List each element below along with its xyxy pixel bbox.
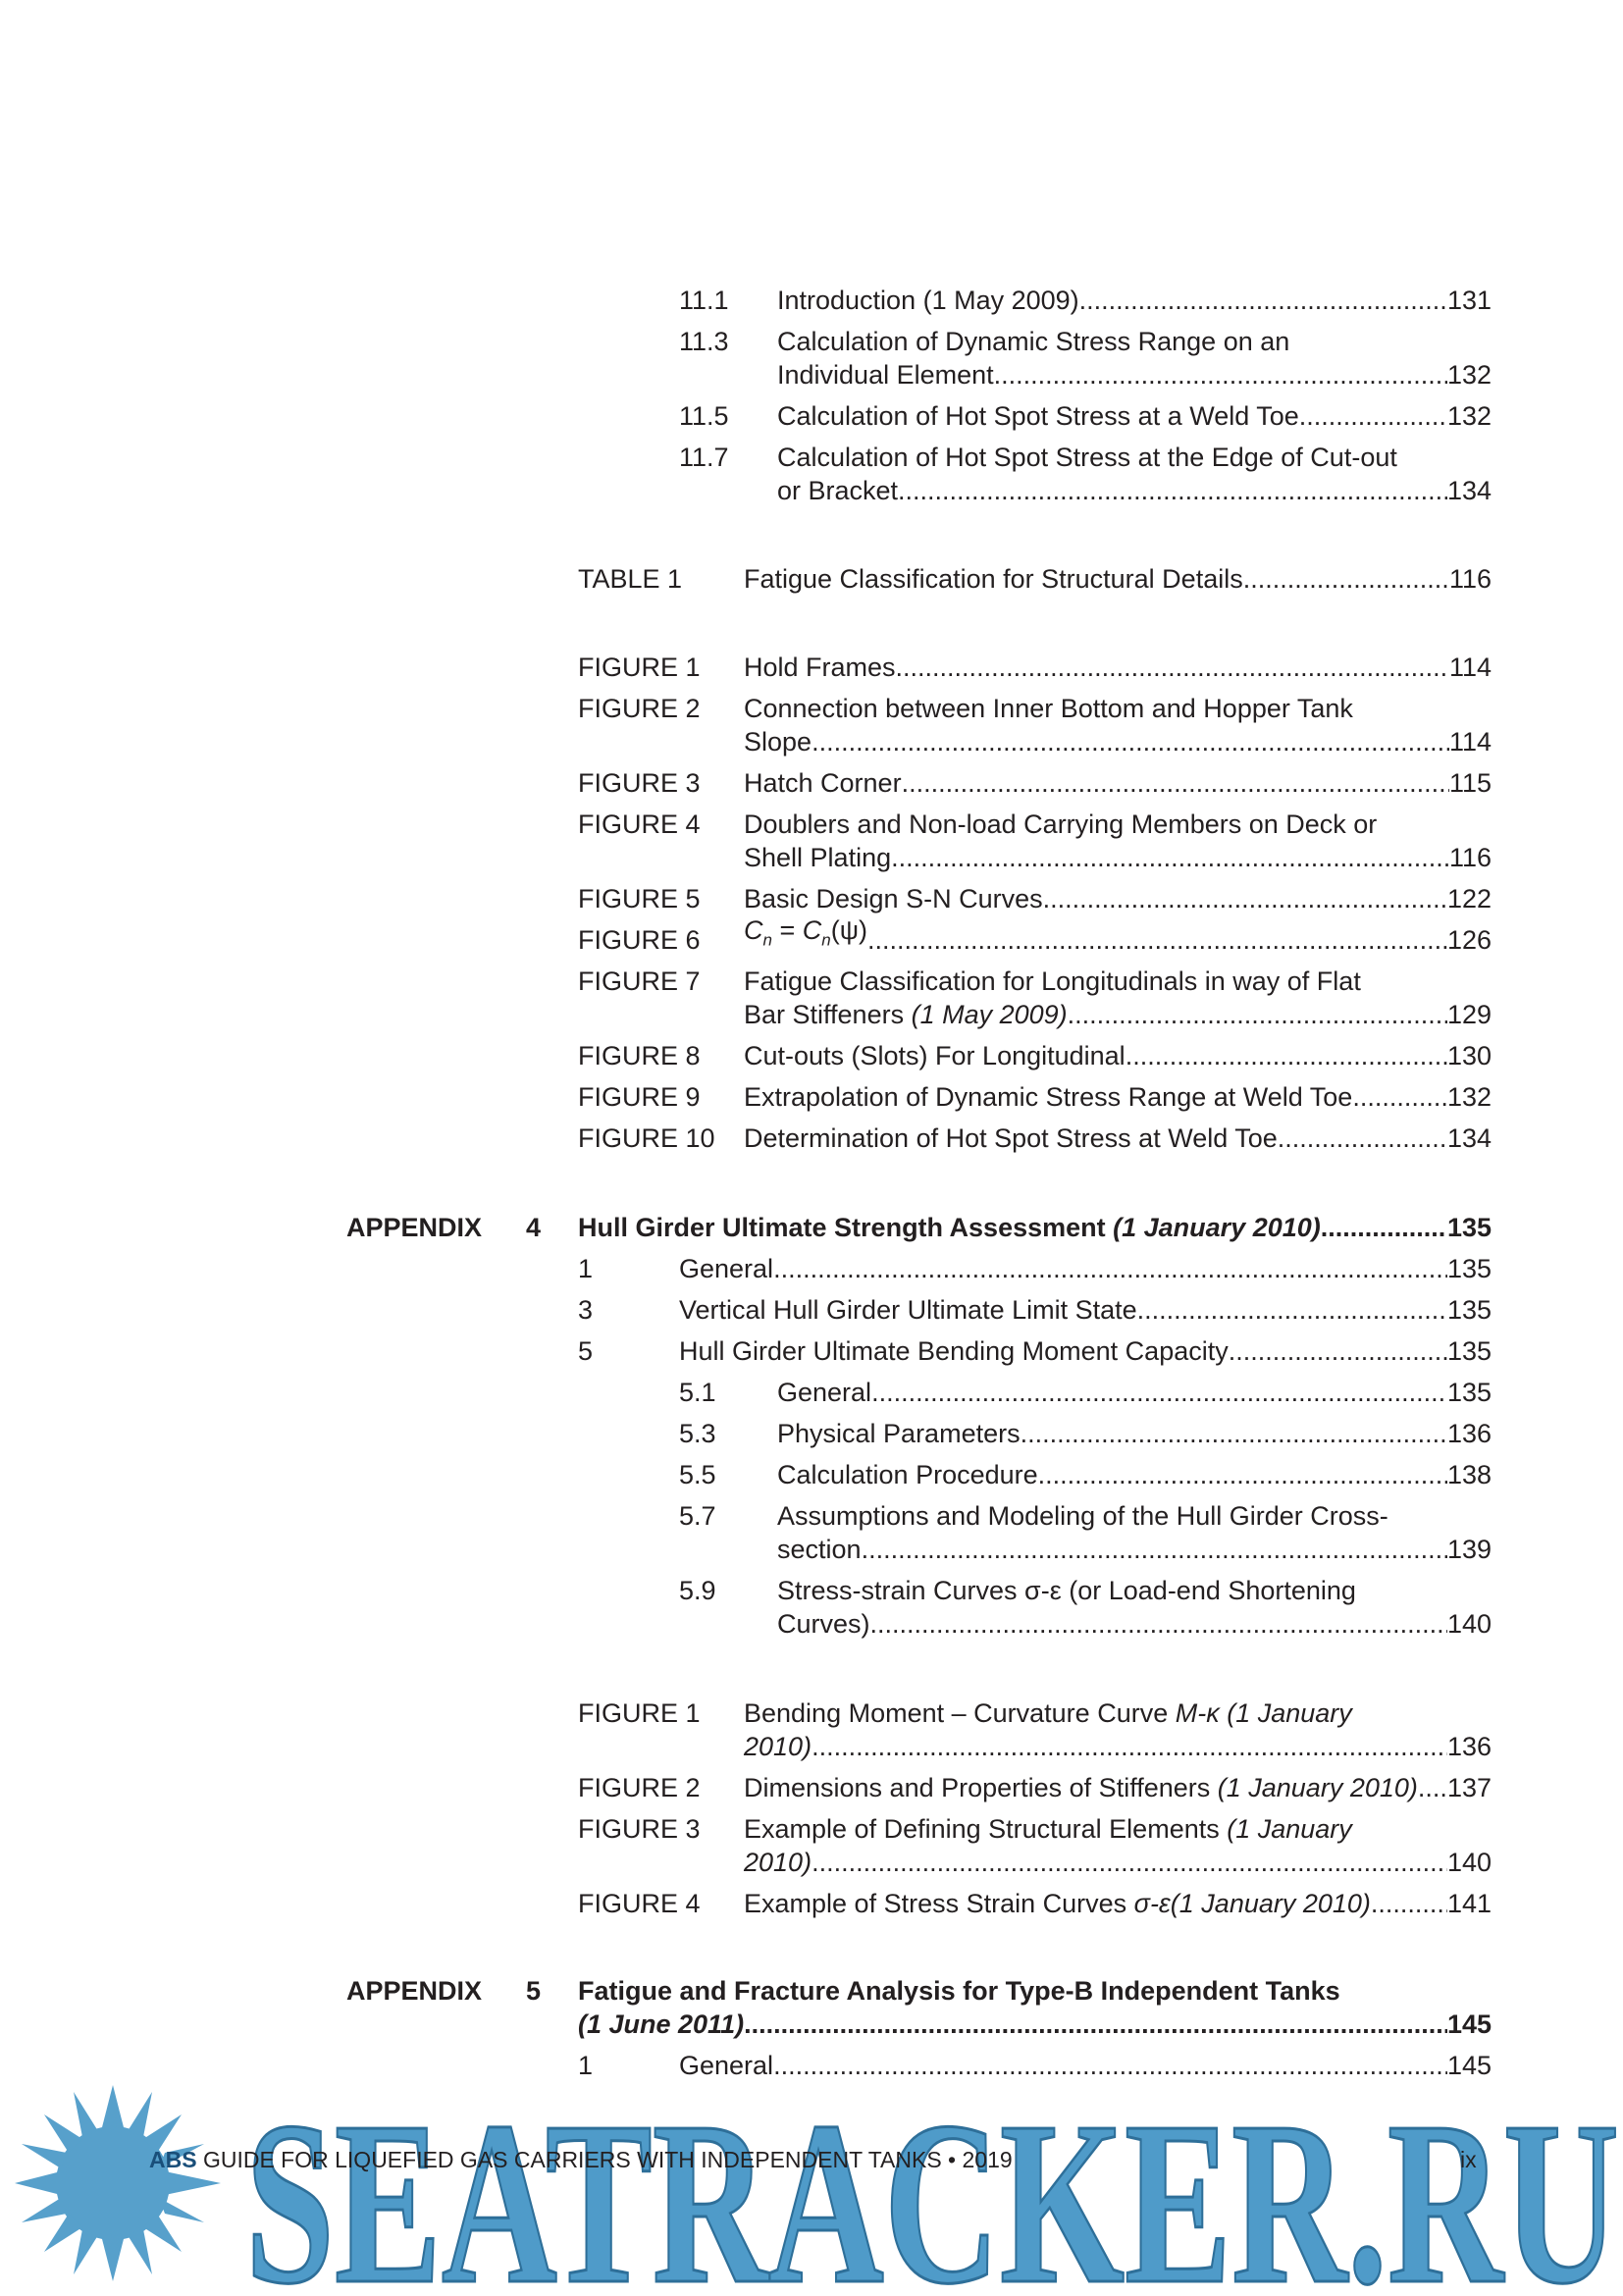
toc-entry-line1: Assumptions and Modeling of the Hull Girder Cross-: [777, 1501, 1388, 1531]
table-label: TABLE 1: [578, 564, 683, 594]
toc-entry-line1: Calculation of Dynamic Stress Range on an: [777, 327, 1290, 356]
toc-num: 1: [578, 1254, 594, 1283]
figure-label: FIGURE 1: [578, 652, 701, 682]
toc-entry-line1: Stress-strain Curves σ-ε (or Load-end Shortening: [777, 1576, 1356, 1605]
toc-entry-line1: Fatigue Classification for Longitudinals in way of Flat: [744, 966, 1361, 996]
appendix-number: 5: [526, 1976, 542, 2006]
toc-entry-line1: Bending Moment – Curvature Curve M-κ (1 January: [744, 1698, 1352, 1728]
figure-label: FIGURE 3: [578, 768, 701, 798]
toc-entry[interactable]: Individual Element ..... 132: [777, 358, 1492, 391]
figure-label: FIGURE 10: [578, 1123, 715, 1153]
toc-num: 3: [578, 1295, 594, 1325]
toc-entry[interactable]: Hold Frames ..... 114: [744, 651, 1492, 684]
page-number: ix: [1460, 2147, 1477, 2172]
toc-num: 11.1: [679, 286, 729, 315]
toc-entry[interactable]: General ..... 135: [679, 1252, 1492, 1285]
toc-num: 5.1: [679, 1378, 716, 1407]
figure-label: FIGURE 2: [578, 694, 701, 723]
appendix-number: 4: [526, 1213, 542, 1242]
appendix-title[interactable]: (1 June 2011) ..... 145: [578, 2008, 1492, 2041]
svg-text:SEATRACKER.RU: SEATRACKER.RU: [245, 2100, 1619, 2296]
figure-label: FIGURE 8: [578, 1041, 701, 1070]
toc-entry[interactable]: $C_n = C_n(\psi)$ ..... 126: [744, 923, 1492, 957]
toc-entry[interactable]: 2010) ..... 140: [744, 1846, 1492, 1879]
toc-entry[interactable]: Basic Design S-N Curves ..... 122: [744, 882, 1492, 915]
toc-entry[interactable]: Fatigue Classification for Structural Details ..... 116: [744, 562, 1492, 596]
appendix-title-line1: Fatigue and Fracture Analysis for Type-B Independent Tanks: [578, 1976, 1340, 2006]
toc-entry[interactable]: Physical Parameters ..... 136: [777, 1417, 1492, 1450]
toc-entry[interactable]: Calculation Procedure ..... 138: [777, 1458, 1492, 1491]
toc-entry[interactable]: section ..... 139: [777, 1533, 1492, 1566]
toc-entry-line1: Doublers and Non-load Carrying Members on Deck or: [744, 809, 1378, 839]
toc-entry[interactable]: Hull Girder Ultimate Bending Moment Capacity ..... 135: [679, 1334, 1492, 1368]
toc-num: 11.7: [679, 443, 729, 472]
toc-entry-line1: Calculation of Hot Spot Stress at the Edge of Cut-out: [777, 443, 1397, 472]
toc-num: 5.7: [679, 1501, 716, 1531]
toc-entry[interactable]: or Bracket ..... 134: [777, 474, 1492, 507]
figure-label: FIGURE 5: [578, 884, 701, 913]
toc-entry[interactable]: Dimensions and Properties of Stiffeners (1 January 2010) ..... 137: [744, 1771, 1492, 1804]
toc-entry[interactable]: Vertical Hull Girder Ultimate Limit State ..... 135: [679, 1293, 1492, 1327]
sun-watermark-icon: [0, 2070, 255, 2295]
figure-label: FIGURE 3: [578, 1814, 701, 1844]
toc-entry-line1: Connection between Inner Bottom and Hopper Tank: [744, 694, 1353, 723]
toc-entry[interactable]: Extrapolation of Dynamic Stress Range at Weld Toe ..... 132: [744, 1080, 1492, 1114]
appendix-label: APPENDIX: [346, 1213, 483, 1242]
toc-num: 11.3: [679, 327, 729, 356]
toc-entry[interactable]: Example of Stress Strain Curves σ-ε(1 January 2010) ..... 141: [744, 1887, 1492, 1920]
toc-entry[interactable]: Curves) ..... 140: [777, 1607, 1492, 1641]
appendix-title[interactable]: Hull Girder Ultimate Strength Assessment (1 January 2010) ..... 135: [578, 1211, 1492, 1244]
toc-entry[interactable]: Shell Plating ..... 116: [744, 841, 1492, 874]
figure-label: FIGURE 4: [578, 809, 701, 839]
toc-entry-line1: Example of Defining Structural Elements (1 January: [744, 1814, 1352, 1844]
seatracker-watermark: [245, 2100, 1623, 2296]
toc-entry[interactable]: 2010) ..... 136: [744, 1730, 1492, 1763]
formula: $C_n = C_n(\psi)$: [744, 914, 867, 949]
toc-entry[interactable]: Slope ..... 114: [744, 725, 1492, 758]
appendix-label: APPENDIX: [346, 1976, 483, 2006]
figure-label: FIGURE 9: [578, 1082, 701, 1112]
toc-entry[interactable]: Calculation of Hot Spot Stress at a Weld Toe ..... 132: [777, 399, 1492, 433]
toc-num: 11.5: [679, 401, 729, 431]
footer-title: ABS GUIDE FOR LIQUEFIED GAS CARRIERS WITH INDEPENDENT TANKS • 2019: [149, 2147, 1013, 2172]
toc-entry[interactable]: Cut-outs (Slots) For Longitudinal ..... 130: [744, 1039, 1492, 1072]
figure-label: FIGURE 7: [578, 966, 701, 996]
figure-label: FIGURE 4: [578, 1889, 701, 1918]
toc-num: 5.3: [679, 1419, 716, 1448]
toc-num: 5: [578, 1336, 594, 1366]
figure-label: FIGURE 2: [578, 1773, 701, 1802]
figure-label: FIGURE 1: [578, 1698, 701, 1728]
toc-num: 1: [578, 2051, 594, 2080]
toc-entry[interactable]: Hatch Corner ..... 115: [744, 766, 1492, 800]
toc-entry[interactable]: General ..... 145: [679, 2049, 1492, 2082]
toc-entry[interactable]: Determination of Hot Spot Stress at Weld Toe ..... 134: [744, 1122, 1492, 1155]
toc-num: 5.5: [679, 1460, 716, 1489]
toc-entry[interactable]: General ..... 135: [777, 1376, 1492, 1409]
toc-num: 5.9: [679, 1576, 716, 1605]
figure-label: FIGURE 6: [578, 925, 701, 955]
toc-entry[interactable]: Introduction (1 May 2009) ..... 131: [777, 284, 1492, 317]
toc-entry[interactable]: Bar Stiffeners (1 May 2009) ..... 129: [744, 998, 1492, 1031]
